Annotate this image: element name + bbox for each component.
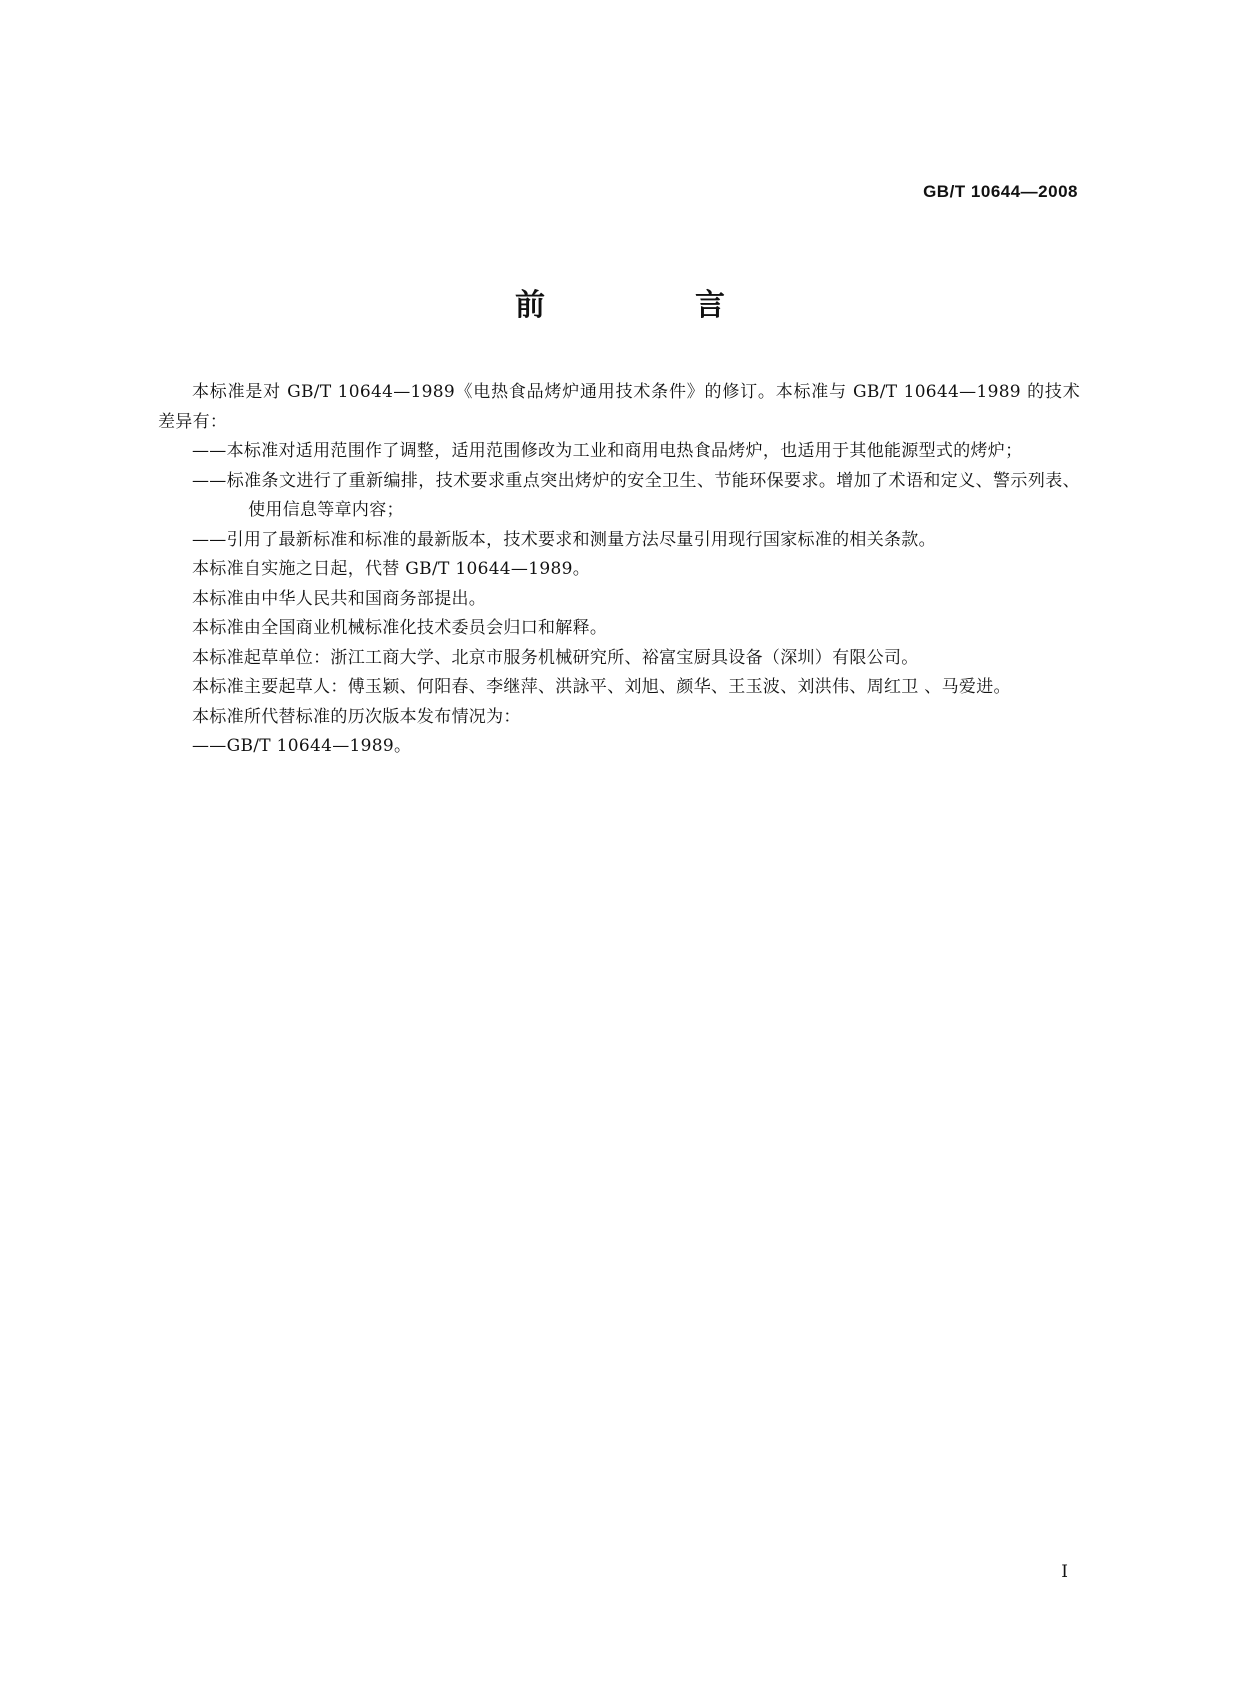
dash-list-item: ——引用了最新标准和标准的最新版本，技术要求和测量方法尽量引用现行国家标准的相关条款。 <box>192 529 936 550</box>
paragraph: 本标准起草单位：浙江工商大学、北京市服务机械研究所、裕富宝厨具设备（深圳）有限公司。 <box>192 647 919 668</box>
page-number: I <box>1061 1562 1068 1582</box>
dash-list-item: ——本标准对适用范围作了调整，适用范围修改为工业和商用电热食品烤炉，也适用于其他能源型式的烤炉； <box>192 441 1023 461</box>
paragraph: 本标准所代替标准的历次版本发布情况为： <box>192 706 521 727</box>
paragraph: 本标准自实施之日起，代替 GB/T 10644—1989。 <box>192 559 590 579</box>
paragraph: 本标准主要起草人：傅玉颖、何阳春、李继萍、洪詠平、刘旭、颜华、王玉波、刘洪伟、周红卫 、马爱进。 <box>192 677 1011 697</box>
paragraph: 本标准是对 GB/T 10644—1989《电热食品烤炉通用技术条件》的修订。本标准与 GB/T 10644—1989 的技术差异有： <box>158 382 1080 432</box>
dash-list-item: ——GB/T 10644—1989。 <box>192 736 412 756</box>
foreword-body <box>158 378 1080 762</box>
standard-code: GB/T 10644—2008 <box>923 182 1078 201</box>
paragraph: 本标准由全国商业机械标准化技术委员会归口和解释。 <box>192 618 608 638</box>
page-title: 前 言 <box>515 288 785 323</box>
dash-list-item: ——标准条文进行了重新编排，技术要求重点突出烤炉的安全卫生、节能环保要求。增加了术语和定义、警示列表、使用信息等章内容； <box>192 470 1080 520</box>
paragraph: 本标准由中华人民共和国商务部提出。 <box>192 588 487 609</box>
